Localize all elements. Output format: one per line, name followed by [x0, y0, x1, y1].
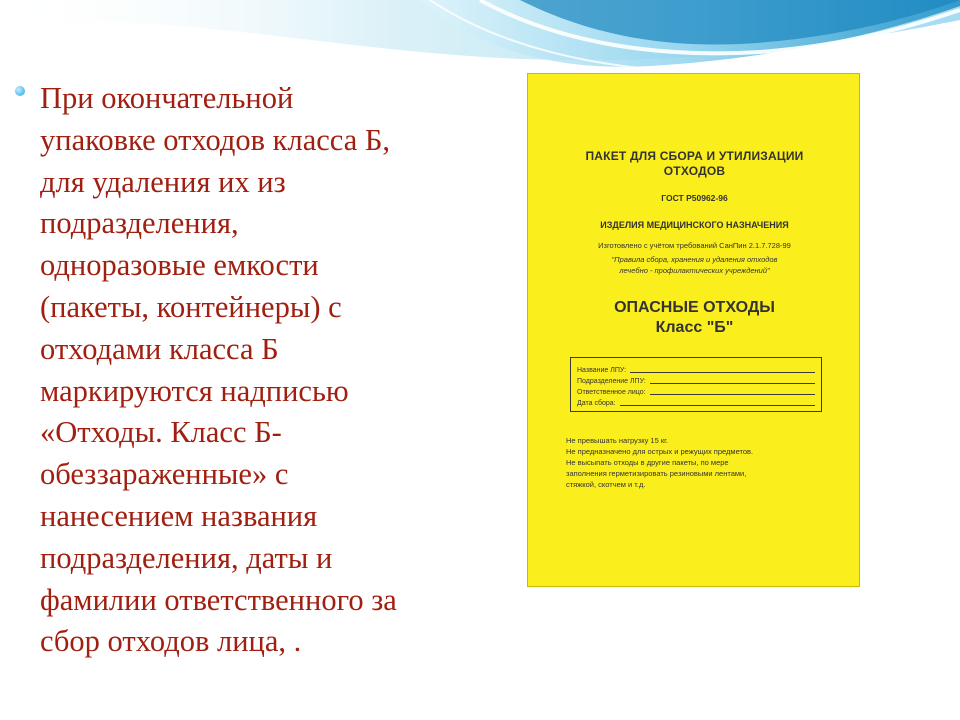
bag-notes — [566, 435, 836, 490]
bag-title — [528, 149, 861, 179]
form-row — [577, 386, 815, 397]
bag-title-line: ПАКЕТ ДЛЯ СБОРА И УТИЛИЗАЦИИ — [585, 149, 804, 163]
form-label: Дата сбора: — [577, 400, 616, 407]
bag-rules-line: "Правила сбора, хранения и удаления отходов — [611, 255, 778, 264]
line: подразделения, — [40, 206, 239, 241]
line: обеззараженные» с — [40, 457, 289, 492]
bag-title-line: ОТХОДОВ — [663, 164, 726, 178]
bag-hazard-label — [528, 298, 861, 338]
form-label: Название ЛПУ: — [577, 367, 627, 374]
form-row — [577, 375, 815, 386]
form-line — [650, 383, 815, 384]
line: При окончательной — [40, 81, 294, 115]
line: фамилии ответственного за — [40, 582, 397, 617]
line: маркируются надписью — [40, 373, 349, 408]
line: для удаления их из — [40, 164, 286, 199]
form-label: Ответственное лицо: — [577, 389, 646, 396]
line: отходами класса Б — [40, 331, 279, 366]
bag-gost: ГОСТ Р50962-96 — [661, 193, 728, 203]
line: сбор отходов лица, . — [40, 624, 302, 659]
line: подразделения, даты и — [40, 540, 333, 575]
bag-note-line: Не предназначено для острых и режущих предметов. — [566, 447, 754, 456]
form-label: Подразделение ЛПУ: — [577, 378, 646, 385]
line: упаковке отходов класса Б, — [40, 122, 391, 157]
bag-manufactured-note: Изготовлено с учётом требований СанПин 2.1.7.728-99 — [598, 241, 791, 250]
line: нанесением названия — [40, 498, 318, 533]
bullet-dot — [15, 86, 25, 96]
form-row — [577, 364, 815, 375]
bag-note-line: Не превышать нагрузку 15 кг. — [566, 436, 669, 445]
line: «Отходы. Класс Б- — [40, 415, 282, 450]
bag-hazard-line: ОПАСНЫЕ ОТХОДЫ — [614, 299, 775, 316]
bag-medical-label: ИЗДЕЛИЯ МЕДИЦИНСКОГО НАЗНАЧЕНИЯ — [600, 220, 789, 230]
bag-rules-line: лечебно - профилактических учреждений" — [619, 266, 770, 275]
bag-hazard-line: Класс "Б" — [655, 319, 734, 336]
body-paragraph — [40, 78, 490, 663]
form-row — [577, 397, 815, 408]
bag-note-line: заполнения герметизировать резиновыми лентами, — [566, 469, 747, 478]
bag-note-line: Не высыпать отходы в другие пакеты, по мере — [566, 458, 729, 467]
bag-form-box — [570, 357, 822, 412]
bag-note-line: стяжкой, скотчем и т.д. — [566, 480, 646, 489]
line: (пакеты, контейнеры) с — [40, 289, 342, 324]
bag-rules-note — [568, 254, 821, 276]
line: одноразовые емкости — [40, 248, 319, 283]
form-line — [650, 394, 815, 395]
form-line — [620, 405, 815, 406]
waste-bag-image — [527, 73, 860, 587]
form-line — [630, 372, 815, 373]
